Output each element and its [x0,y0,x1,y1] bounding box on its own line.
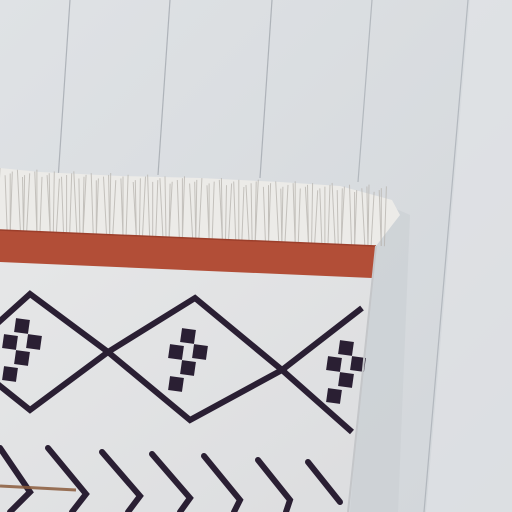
diamond-dot [326,356,342,372]
diamond-dot [180,360,196,376]
diamond-dot [14,350,30,366]
diamond-dot [326,388,342,404]
diamond-dot [338,372,354,388]
diamond-dot [2,334,18,350]
diamond-dot [180,328,196,344]
rug [0,168,400,512]
diamond-dot [14,318,30,334]
diamond-dot [338,340,354,356]
diamond-dot [26,334,42,350]
diamond-dot [168,344,184,360]
diamond-dot [192,344,208,360]
diamond-dot [2,366,18,382]
diamond-dot [168,376,184,392]
